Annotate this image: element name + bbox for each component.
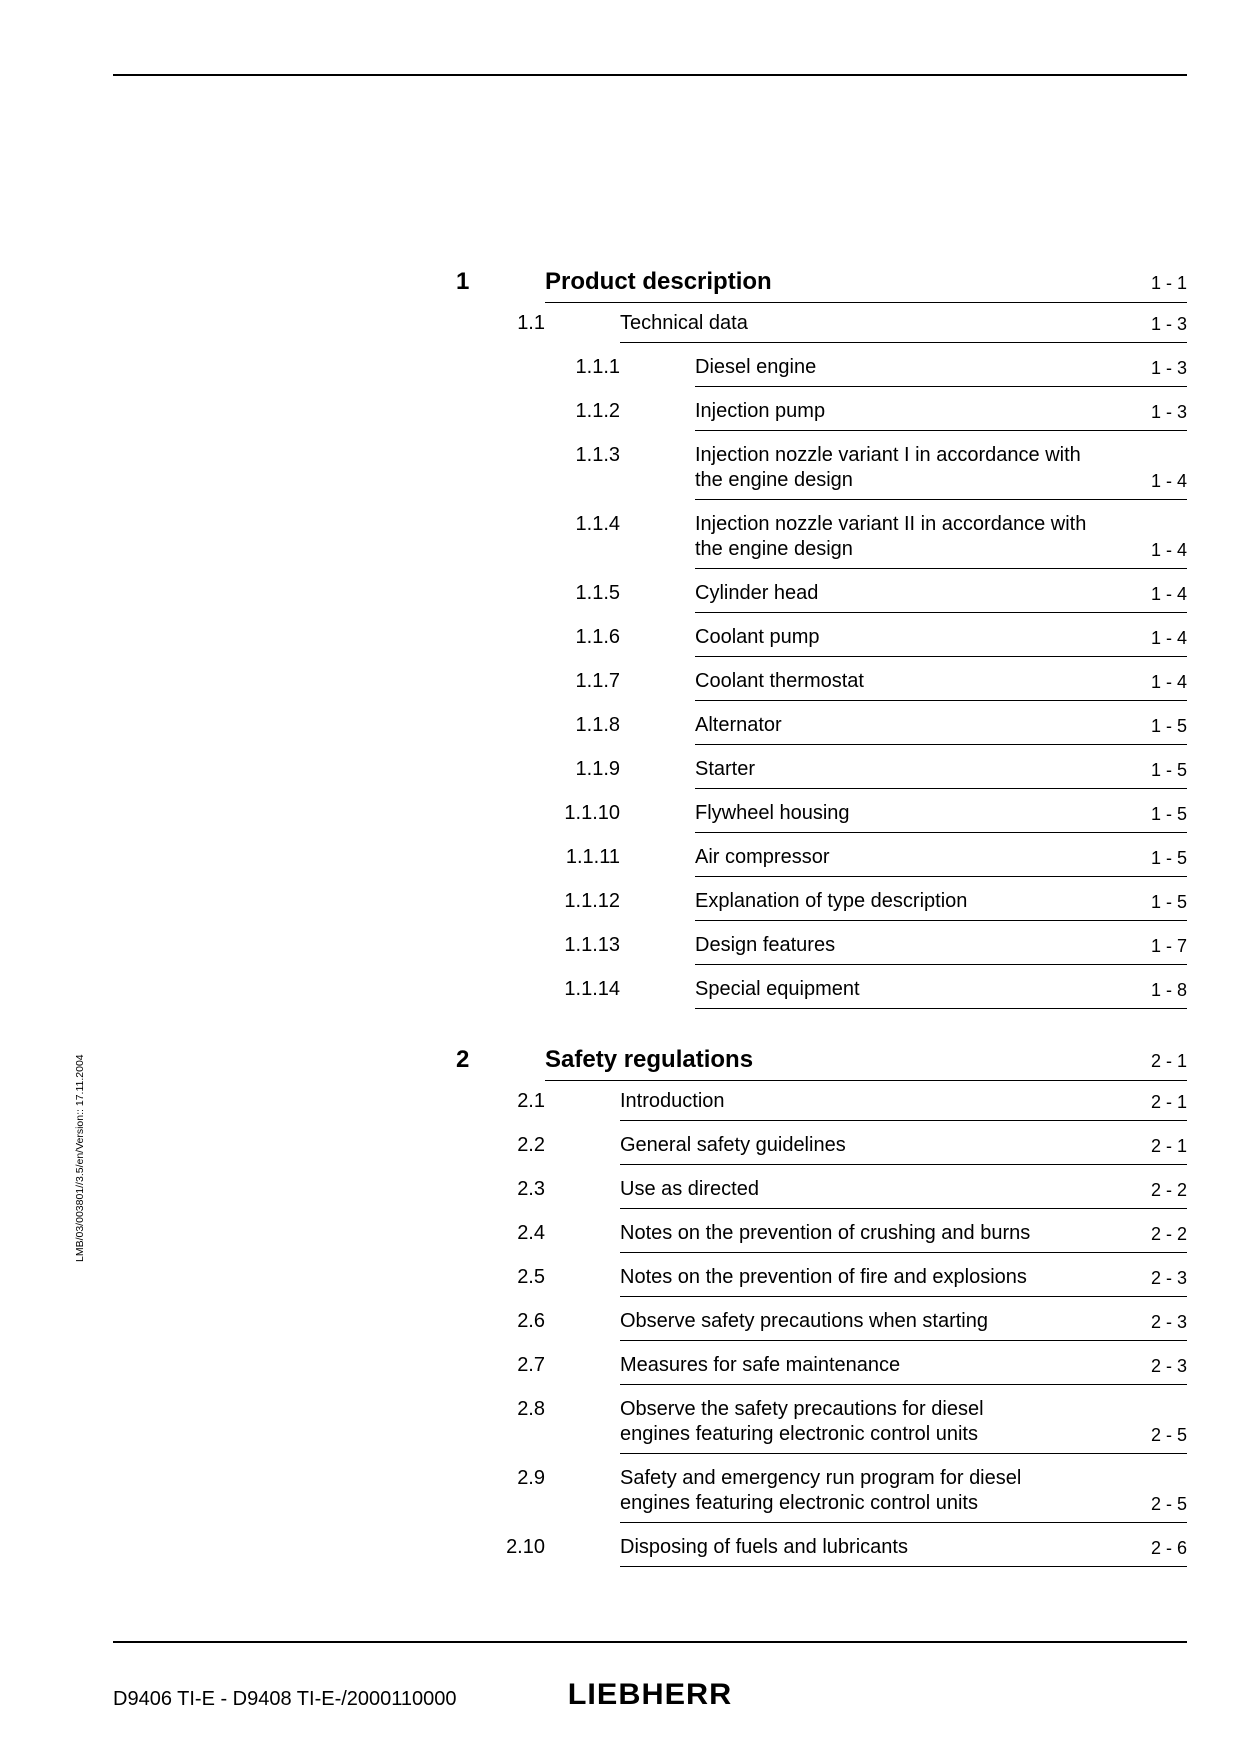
toc-entry-title: Starter	[695, 758, 756, 780]
toc-entry-title: Coolant pump	[695, 626, 820, 648]
toc-entry[interactable]	[0, 356, 1240, 378]
toc-entry[interactable]	[0, 268, 1240, 295]
toc-entry-rule	[545, 302, 1187, 303]
toc-entry-title: Explanation of type description	[695, 890, 968, 912]
version-note-text: LMB/03/003801//3.5/en/Version:: 17.11.2004	[74, 1054, 86, 1262]
toc-entry-number: 1.1.1	[575, 356, 620, 378]
logo-text: LIEBHERR	[567, 1678, 733, 1710]
toc-entry-number: 2	[456, 1046, 470, 1073]
toc-entry-title: Injection nozzle variant I in accordance with	[695, 444, 1081, 466]
toc-entry-number: 2.8	[517, 1398, 545, 1420]
toc-entry-number: 1.1.9	[575, 758, 620, 780]
toc-entry-number: 1.1.12	[564, 890, 620, 912]
toc-entry-rule	[695, 656, 1187, 657]
toc-entry[interactable]	[0, 1222, 1240, 1244]
toc-entry-page: 1 - 5	[1150, 848, 1187, 868]
toc-entry-page: 1 - 4	[1150, 540, 1187, 560]
toc-entry-number: 2.2	[517, 1134, 545, 1156]
toc-entry-page: 1 - 3	[1150, 314, 1187, 334]
toc-entry[interactable]	[0, 444, 1240, 491]
toc-entry[interactable]	[0, 1354, 1240, 1376]
toc-entry-page: 1 - 5	[1150, 892, 1187, 912]
toc-entry[interactable]	[0, 978, 1240, 1000]
toc-entry-page: 1 - 4	[1150, 672, 1187, 692]
toc-entry[interactable]	[0, 312, 1240, 334]
toc-entry-page: 1 - 3	[1150, 402, 1187, 422]
toc-entry[interactable]	[0, 582, 1240, 604]
toc-entry-rule	[620, 1208, 1187, 1209]
toc-entry-page: 1 - 1	[1150, 273, 1187, 293]
toc-entry-number: 2.9	[517, 1467, 545, 1489]
toc-entry-title: Product description	[545, 268, 772, 295]
toc-entry-page: 2 - 3	[1150, 1268, 1187, 1288]
toc-entry-title: Flywheel housing	[695, 802, 850, 824]
toc-entry-page: 2 - 6	[1150, 1538, 1187, 1558]
toc-entry-rule	[545, 1080, 1187, 1081]
footer-rule	[113, 1641, 1187, 1643]
toc-entry-title: Observe safety precautions when starting	[620, 1310, 988, 1332]
toc-entry-rule	[620, 1566, 1187, 1567]
toc-entry[interactable]	[0, 513, 1240, 560]
toc-entry-title: Alternator	[695, 714, 782, 736]
toc-entry-page: 1 - 5	[1150, 804, 1187, 824]
toc-entry[interactable]	[0, 1467, 1240, 1514]
toc-entry-rule	[695, 964, 1187, 965]
toc-entry-title: Coolant thermostat	[695, 670, 864, 692]
toc-entry-title: Notes on the prevention of crushing and burns	[620, 1222, 1031, 1244]
toc-entry-rule	[620, 1296, 1187, 1297]
toc-entry-rule	[695, 700, 1187, 701]
toc-entry-title: Measures for safe maintenance	[620, 1354, 901, 1376]
toc-entry-title: Notes on the prevention of fire and explosions	[620, 1266, 1027, 1288]
toc-entry-number: 1.1	[517, 312, 545, 334]
toc-entry-title: Air compressor	[695, 846, 830, 868]
toc-entry[interactable]	[0, 1310, 1240, 1332]
toc-entry-title: Observe the safety precautions for diesel	[620, 1398, 984, 1420]
toc-entry[interactable]	[0, 934, 1240, 956]
toc-entry-rule	[695, 1008, 1187, 1009]
toc-entry-number: 2.5	[517, 1266, 545, 1288]
toc-entry-page: 1 - 4	[1150, 471, 1187, 491]
toc-entry-rule	[620, 1453, 1187, 1454]
toc-entry-page: 1 - 5	[1150, 716, 1187, 736]
toc-entry-title: General safety guidelines	[620, 1134, 846, 1156]
toc-entry-number: 1.1.2	[575, 400, 620, 422]
toc-entry-title: the engine design	[695, 469, 853, 491]
toc-entry-number: 1.1.6	[575, 626, 620, 648]
toc-entry[interactable]	[0, 1046, 1240, 1073]
liebherr-logo	[550, 1676, 750, 1710]
toc-entry-rule	[620, 1252, 1187, 1253]
toc-entry[interactable]	[0, 1398, 1240, 1445]
toc-entry[interactable]	[0, 1266, 1240, 1288]
toc-entry[interactable]	[0, 714, 1240, 736]
toc-entry[interactable]	[0, 758, 1240, 780]
toc-entry-rule	[620, 1340, 1187, 1341]
toc-entry-title: Injection pump	[695, 400, 826, 422]
toc-entry-title: the engine design	[695, 538, 853, 560]
toc-entry-page: 1 - 7	[1150, 936, 1187, 956]
toc-entry-title: Safety and emergency run program for diesel	[620, 1467, 1022, 1489]
toc-entry-rule	[695, 832, 1187, 833]
toc-entry-page: 2 - 3	[1150, 1312, 1187, 1332]
toc-entry-number: 2.4	[517, 1222, 545, 1244]
toc-entry-page: 1 - 4	[1150, 628, 1187, 648]
toc-entry-rule	[695, 499, 1187, 500]
toc-entry-page: 2 - 1	[1150, 1136, 1187, 1156]
toc-entry-number: 1.1.5	[575, 582, 620, 604]
toc-entry-rule	[620, 1164, 1187, 1165]
toc-entry-page: 1 - 8	[1150, 980, 1187, 1000]
toc-entry-number: 1.1.4	[575, 513, 620, 535]
toc-entry-rule	[695, 876, 1187, 877]
toc-entry-rule	[695, 386, 1187, 387]
toc-entry[interactable]	[0, 1178, 1240, 1200]
toc-entry-title: Safety regulations	[545, 1046, 754, 1073]
toc-entry-rule	[695, 788, 1187, 789]
toc-entry[interactable]	[0, 802, 1240, 824]
toc-entry[interactable]	[0, 1536, 1240, 1558]
toc-entry-title: Introduction	[620, 1090, 725, 1112]
toc-entry-page: 1 - 4	[1150, 584, 1187, 604]
toc-entry-title: Cylinder head	[695, 582, 819, 604]
toc-entry-title: Injection nozzle variant II in accordance with	[695, 513, 1087, 535]
toc-entry-rule	[620, 1120, 1187, 1121]
toc-entry-page: 2 - 2	[1150, 1180, 1187, 1200]
document-id: D9406 TI-E - D9408 TI-E-/2000110000	[113, 1688, 457, 1710]
toc-entry-rule	[695, 920, 1187, 921]
toc-entry-number: 1.1.8	[575, 714, 620, 736]
toc-entry-rule	[695, 744, 1187, 745]
toc-entry-number: 1.1.7	[575, 670, 620, 692]
toc-entry[interactable]	[0, 670, 1240, 692]
toc-entry-number: 1.1.10	[564, 802, 620, 824]
toc-entry-number: 1.1.14	[564, 978, 620, 1000]
toc-entry-rule	[620, 1522, 1187, 1523]
toc-entry-number: 1	[456, 268, 470, 295]
toc-entry-number: 2.10	[506, 1536, 545, 1558]
toc-entry-number: 1.1.11	[565, 846, 620, 868]
toc-entry-page: 1 - 3	[1150, 358, 1187, 378]
toc-entry[interactable]	[0, 1134, 1240, 1156]
toc-entry-page: 2 - 5	[1150, 1494, 1187, 1514]
toc-entry[interactable]	[0, 846, 1240, 868]
toc-entry-title: engines featuring electronic control units	[620, 1423, 978, 1445]
toc-entry[interactable]	[0, 400, 1240, 422]
toc-entry-title: Design features	[695, 934, 836, 956]
toc-entry-page: 2 - 1	[1150, 1092, 1187, 1112]
toc-entry-title: Use as directed	[620, 1178, 759, 1200]
toc-entry-rule	[695, 568, 1187, 569]
toc-entry-rule	[620, 342, 1187, 343]
toc-entry-page: 2 - 3	[1150, 1356, 1187, 1376]
toc-entry-title: Technical data	[620, 312, 748, 334]
toc-entry[interactable]	[0, 626, 1240, 648]
toc-entry-title: Special equipment	[695, 978, 860, 1000]
toc-entry-page: 1 - 5	[1150, 760, 1187, 780]
toc-entry-rule	[695, 612, 1187, 613]
toc-entry-page: 2 - 2	[1150, 1224, 1187, 1244]
toc-entry-rule	[620, 1384, 1187, 1385]
toc-entry[interactable]	[0, 1090, 1240, 1112]
toc-entry-number: 2.6	[517, 1310, 545, 1332]
toc-entry-number: 2.7	[517, 1354, 545, 1376]
toc-entry-rule	[695, 430, 1187, 431]
toc-entry-number: 1.1.3	[575, 444, 620, 466]
toc-entry-title: Diesel engine	[695, 356, 817, 378]
toc-entry-number: 1.1.13	[564, 934, 620, 956]
toc-entry-number: 2.3	[517, 1178, 545, 1200]
toc-entry-page: 2 - 5	[1150, 1425, 1187, 1445]
toc-entry-title: engines featuring electronic control units	[620, 1492, 978, 1514]
toc-entry-number: 2.1	[517, 1090, 545, 1112]
toc-entry-title: Disposing of fuels and lubricants	[620, 1536, 908, 1558]
toc-entry[interactable]	[0, 890, 1240, 912]
toc-entry-page: 2 - 1	[1150, 1051, 1187, 1071]
